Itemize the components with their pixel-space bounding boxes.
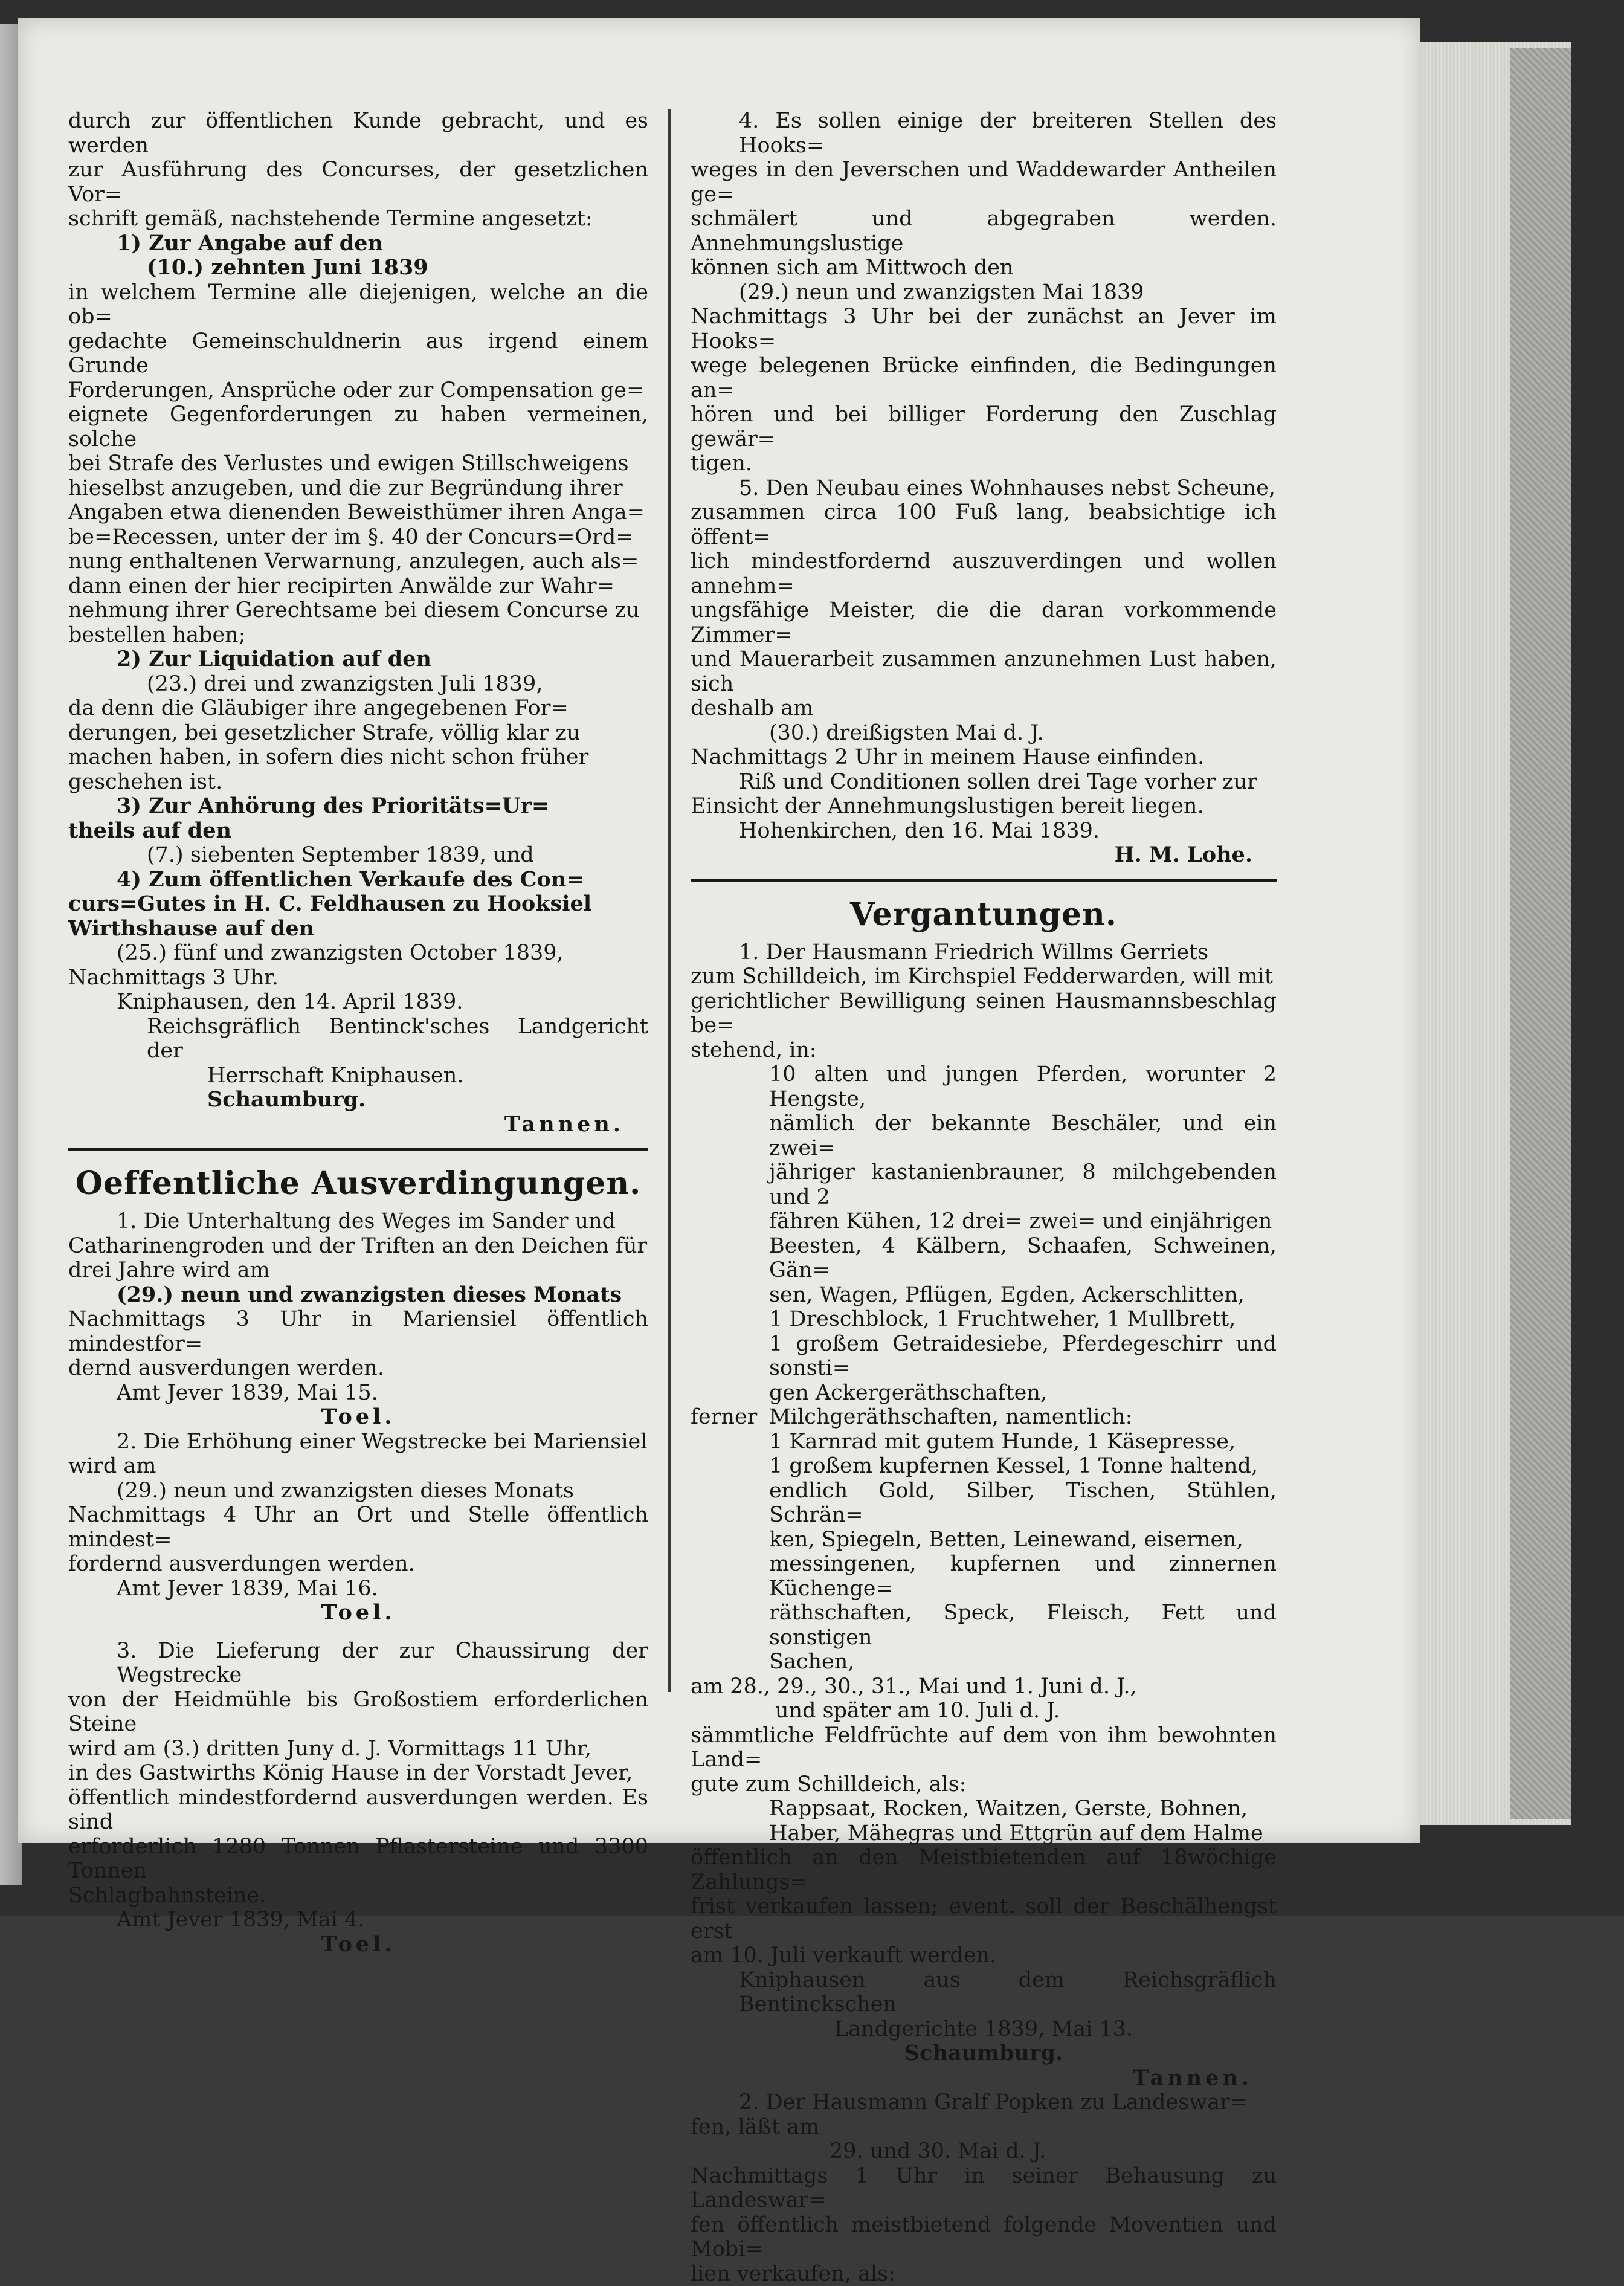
notice-3-text: wird am (3.) dritten Juny d. J. Vormittags 11 Uhr, [68,1737,648,1761]
auction-1-list-item: fähren Kühen, 12 drei= zwei= und einjährigen [691,1209,1277,1234]
term-2-title: 2) Zur Liquidation auf den [68,647,648,672]
notice-2-date: (29.) neun und zwanzigsten dieses Monats [68,1479,648,1503]
notice-2-text: 2. Die Erhöhung einer Wegstrecke bei Mariensiel [68,1430,648,1455]
notice-4-text: tigen. [691,451,1277,476]
auction-1-text: zum Schilldeich, im Kirchspiel Fedderwarden, will mit [691,964,1277,989]
term-2-text: geschehen ist. [68,770,648,795]
auction-1-signature-tannen: Tannen. [691,2066,1277,2091]
term-3-date: (7.) siebenten September 1839, und [68,843,648,868]
notice-5-signature: H. M. Lohe. [691,843,1277,868]
notice-5-text: Einsicht der Annehmungslustigen bereit liegen. [691,794,1277,819]
term-1-text: gedachte Gemeinschuldnerin aus irgend einem Grunde [68,329,648,378]
notice-3-text: in des Gastwirths König Hause in der Vorstadt Jever, [68,1761,648,1786]
term-3-title: 3) Zur Anhörung des Prioritäts=Ur= [68,794,648,819]
auction-1-text: gute zum Schilldeich, als: [691,1772,1277,1797]
notice-2-text: wird am [68,1454,648,1479]
term-4-text: Wirthshause auf den [68,917,648,941]
notice-3-text: öffentlich mindestfordernd ausverdungen werden. Es sind [68,1786,648,1835]
auction-1-ferner-item: 1 Karnrad mit gutem Hunde, 1 Käsepresse, [691,1430,1277,1455]
notice-4-date: (29.) neun und zwanzigsten Mai 1839 [691,280,1277,305]
auction-1-text: 1. Der Hausmann Friedrich Willms Gerriets [691,940,1277,965]
auction-1-list-item: sen, Wagen, Pflügen, Egden, Ackerschlitten, [691,1283,1277,1308]
term-3-cont: theils auf den [68,819,648,844]
notice-5-text: 5. Den Neubau eines Wohnhauses nebst Scheune, [691,476,1277,501]
ferner-label: ferner [691,1405,769,1430]
auction-1-list-item: 1 Dreschblock, 1 Fruchtweher, 1 Mullbrett, [691,1307,1277,1332]
notice-4-text: hören und bei billiger Forderung den Zuschlag gewär= [691,402,1277,451]
auction-1-ferner-item: messingenen, kupfernen und zinnernen Küchenge= [691,1552,1277,1601]
notice-2-text: fordernd ausverdungen werden. [68,1552,648,1577]
court-name: Reichsgräflich Bentinck'sches Landgericht der [68,1015,648,1064]
signature-schaumburg: Schaumburg. [68,1088,648,1112]
notice-1-place: Amt Jever 1839, Mai 15. [68,1381,648,1406]
term-1-text: hieselbst anzugeben, und die zur Begründung ihrer [68,476,648,501]
term-1-text: dann einen der hier recipirten Anwälde zur Wahr= [68,574,648,599]
notice-4-text: schmälert und abgegraben werden. Annehmungslustige [691,207,1277,256]
notice-5-text: ungsfähige Meister, die die daran vorkommende Zimmer= [691,598,1277,647]
term-4-time: Nachmittags 3 Uhr. [68,966,648,990]
notice-5-text: deshalb am [691,696,1277,721]
notice-5-place: Hohenkirchen, den 16. Mai 1839. [691,819,1277,844]
notice-4-text: weges in den Jeverschen und Waddewarder Antheilen ge= [691,158,1277,207]
term-1-text: in welchem Termine alle diejenigen, welche an die ob= [68,280,648,329]
right-column [691,109,1277,2286]
notice-2-text: Nachmittags 4 Uhr an Ort und Stelle öffentlich mindest= [68,1503,648,1552]
court-name: Herrschaft Kniphausen. [68,1064,648,1088]
term-1-text: bestellen haben; [68,623,648,648]
term-2-text: derungen, bei gesetzlicher Strafe, völlig klar zu [68,721,648,746]
term-1-text: nung enthaltenen Verwarnung, anzulegen, auch als= [68,549,648,574]
notice-5-text: zusammen circa 100 Fuß lang, beabsichtige ich öffent= [691,500,1277,549]
notice-5-text: Nachmittags 2 Uhr in meinem Hause einfinden. [691,745,1277,770]
place-date: Kniphausen, den 14. April 1839. [68,990,648,1015]
auction-1-dates: und später am 10. Juli d. J. [691,1699,1277,1723]
auction-1-ferner-item: 1 großem kupfernen Kessel, 1 Tonne haltend, [691,1454,1277,1479]
term-1-text: Forderungen, Ansprüche oder zur Compensation ge= [68,378,648,403]
notice-1-text: dernd ausverdungen werden. [68,1356,648,1381]
auction-1-crops: Rappsaat, Rocken, Waitzen, Gerste, Bohnen, [691,1797,1277,1821]
ferner-first-line: Milchgeräthschaften, namentlich: [769,1405,1132,1430]
intro-line: schrift gemäß, nachstehende Termine angesetzt: [68,207,648,231]
notice-3-signature: Toel. [68,1932,648,1957]
term-1-text: bei Strafe des Verlustes und ewigen Stillschweigens [68,451,648,476]
notice-5-text: lich mindestfordernd auszuverdingen und wollen annehm= [691,549,1277,598]
notice-2-place: Amt Jever 1839, Mai 16. [68,1577,648,1601]
auction-1-ferner-item: räthschaften, Speck, Fleisch, Fett und sonstigen [691,1601,1277,1650]
notice-2-signature: Toel. [68,1601,648,1626]
auction-2-date: 29. und 30. Mai d. J. [691,2139,1277,2164]
notice-4-text: können sich am Mittwoch den [691,256,1277,280]
term-1-text: nehmung ihrer Gerechtsame bei diesem Concurse zu [68,598,648,623]
auction-1-ferner-item: Sachen, [691,1650,1277,1674]
term-2-text: machen haben, in sofern dies nicht schon früher [68,745,648,770]
auction-1-list-item: 1 großem Getraidesiebe, Pferdegeschirr und sonsti= [691,1332,1277,1381]
term-1-title: 1) Zur Angabe auf den [68,231,648,256]
intro-line: zur Ausführung des Concurses, der gesetzlichen Vor= [68,158,648,207]
term-2-date: (23.) drei und zwanzigsten Juli 1839, [68,672,648,697]
auction-1-text: öffentlich an den Meistbietenden auf 18wöchige Zahlungs= [691,1845,1277,1894]
term-4-text: curs=Gutes in H. C. Feldhausen zu Hooksiel [68,892,648,917]
auction-2-text: fen, läßt am [691,2115,1277,2140]
auction-1-list-item: gen Ackergeräthschaften, [691,1381,1277,1406]
notice-1-signature: Toel. [68,1405,648,1430]
auction-1-crops: Haber, Mähegras und Ettgrün auf dem Halme [691,1821,1277,1846]
column-divider [668,109,671,1692]
auction-1-court: Kniphausen aus dem Reichsgräflich Bentinckschen [691,1968,1277,2017]
auction-2-text: 2. Der Hausmann Gralf Popken zu Landeswar= [691,2090,1277,2115]
auction-1-court: Landgerichte 1839, Mai 13. [691,2017,1277,2042]
notice-1-text: Nachmittags 3 Uhr in Mariensiel öffentlich mindestfor= [68,1307,648,1356]
auction-1-ferner-item: endlich Gold, Silber, Tischen, Stühlen, Schrän= [691,1479,1277,1528]
term-2-text: da denn die Gläubiger ihre angegebenen For= [68,696,648,721]
notice-4-text: Nachmittags 3 Uhr bei der zunächst an Jever im Hooks= [691,305,1277,354]
notice-3-text: 3. Die Lieferung der zur Chaussirung der Wegstrecke [68,1639,648,1688]
auction-1-signature-schaumburg: Schaumburg. [691,2041,1277,2066]
section-divider [68,1148,648,1151]
term-1-text: be=Recessen, unter der im §. 40 der Concurs=Ord= [68,525,648,550]
notice-3-text: Schlagbahnsteine. [68,1884,648,1908]
book-cover-edge [1510,48,1571,1819]
term-1-text: Angaben etwa dienenden Beweisthümer ihren Anga= [68,500,648,525]
notice-3-text: erforderlich 1280 Tonnen Pflastersteine und 3300 Tonnen [68,1835,648,1884]
left-column [68,109,648,1957]
auction-1-list-item: nämlich der bekannte Beschäler, und ein zwei= [691,1111,1277,1160]
auction-1-ferner-row [691,1405,1277,1430]
auction-2-text: Nachmittags 1 Uhr in seiner Behausung zu Landeswar= [691,2164,1277,2213]
notice-5-date: (30.) dreißigsten Mai d. J. [691,721,1277,746]
signature-tannen: Tannen. [68,1112,648,1137]
notice-1-text: Catharinengroden und der Triften an den Deichen für [68,1234,648,1259]
intro-line: durch zur öffentlichen Kunde gebracht, und es werden [68,109,648,158]
auction-1-list-item: 10 alten und jungen Pferden, worunter 2 Hengste, [691,1062,1277,1111]
auction-2-text: lien verkaufen, als: [691,2262,1277,2286]
notice-1-date: (29.) neun und zwanzigsten dieses Monats [68,1283,648,1308]
notice-4-text: wege belegenen Brücke einfinden, die Bedingungen an= [691,354,1277,402]
notice-4-text: 4. Es sollen einige der breiteren Stellen des Hooks= [691,109,1277,158]
auction-1-text: am 10. Juli verkauft werden. [691,1943,1277,1968]
spacer [68,1626,648,1639]
section-heading-ausverdingungen: Oeffentliche Ausverdingungen. [68,1164,648,1203]
notice-5-text: und Mauerarbeit zusammen anzunehmen Lust haben, sich [691,647,1277,696]
auction-1-list-item: jähriger kastanienbrauner, 8 milchgebenden und 2 [691,1160,1277,1209]
auction-1-text: gerichtlicher Bewilligung seinen Hausmannsbeschlag be= [691,989,1277,1038]
section-divider [691,879,1277,882]
auction-1-text: frist verkaufen lassen; event. soll der Beschälhengst erst [691,1894,1277,1943]
notice-1-text: 1. Die Unterhaltung des Weges im Sander und [68,1209,648,1234]
term-1-date: (10.) zehnten Juni 1839 [68,256,648,280]
term-1-text: eignete Gegenforderungen zu haben vermeinen, solche [68,402,648,451]
notice-3-place: Amt Jever 1839, Mai 4. [68,1908,648,1932]
notice-5-text: Riß und Conditionen sollen drei Tage vorher zur [691,770,1277,795]
auction-1-list-item: Beesten, 4 Kälbern, Schaafen, Schweinen, Gän= [691,1234,1277,1283]
auction-1-ferner-item: ken, Spiegeln, Betten, Leinewand, eisernen, [691,1528,1277,1552]
term-4-date: (25.) fünf und zwanzigsten October 1839, [68,941,648,966]
auction-1-text: stehend, in: [691,1038,1277,1063]
auction-2-text: fen öffentlich meistbietend folgende Moventien und Mobi= [691,2213,1277,2262]
term-4-title: 4) Zum öffentlichen Verkaufe des Con= [68,868,648,893]
auction-1-dates: am 28., 29., 30., 31., Mai und 1. Juni d. J., [691,1674,1277,1699]
section-heading-vergantungen: Vergantungen. [691,896,1277,934]
notice-1-text: drei Jahre wird am [68,1258,648,1283]
notice-3-text: von der Heidmühle bis Großostiem erforderlichen Steine [68,1688,648,1737]
auction-1-text: sämmtliche Feldfrüchte auf dem von ihm bewohnten Land= [691,1723,1277,1772]
